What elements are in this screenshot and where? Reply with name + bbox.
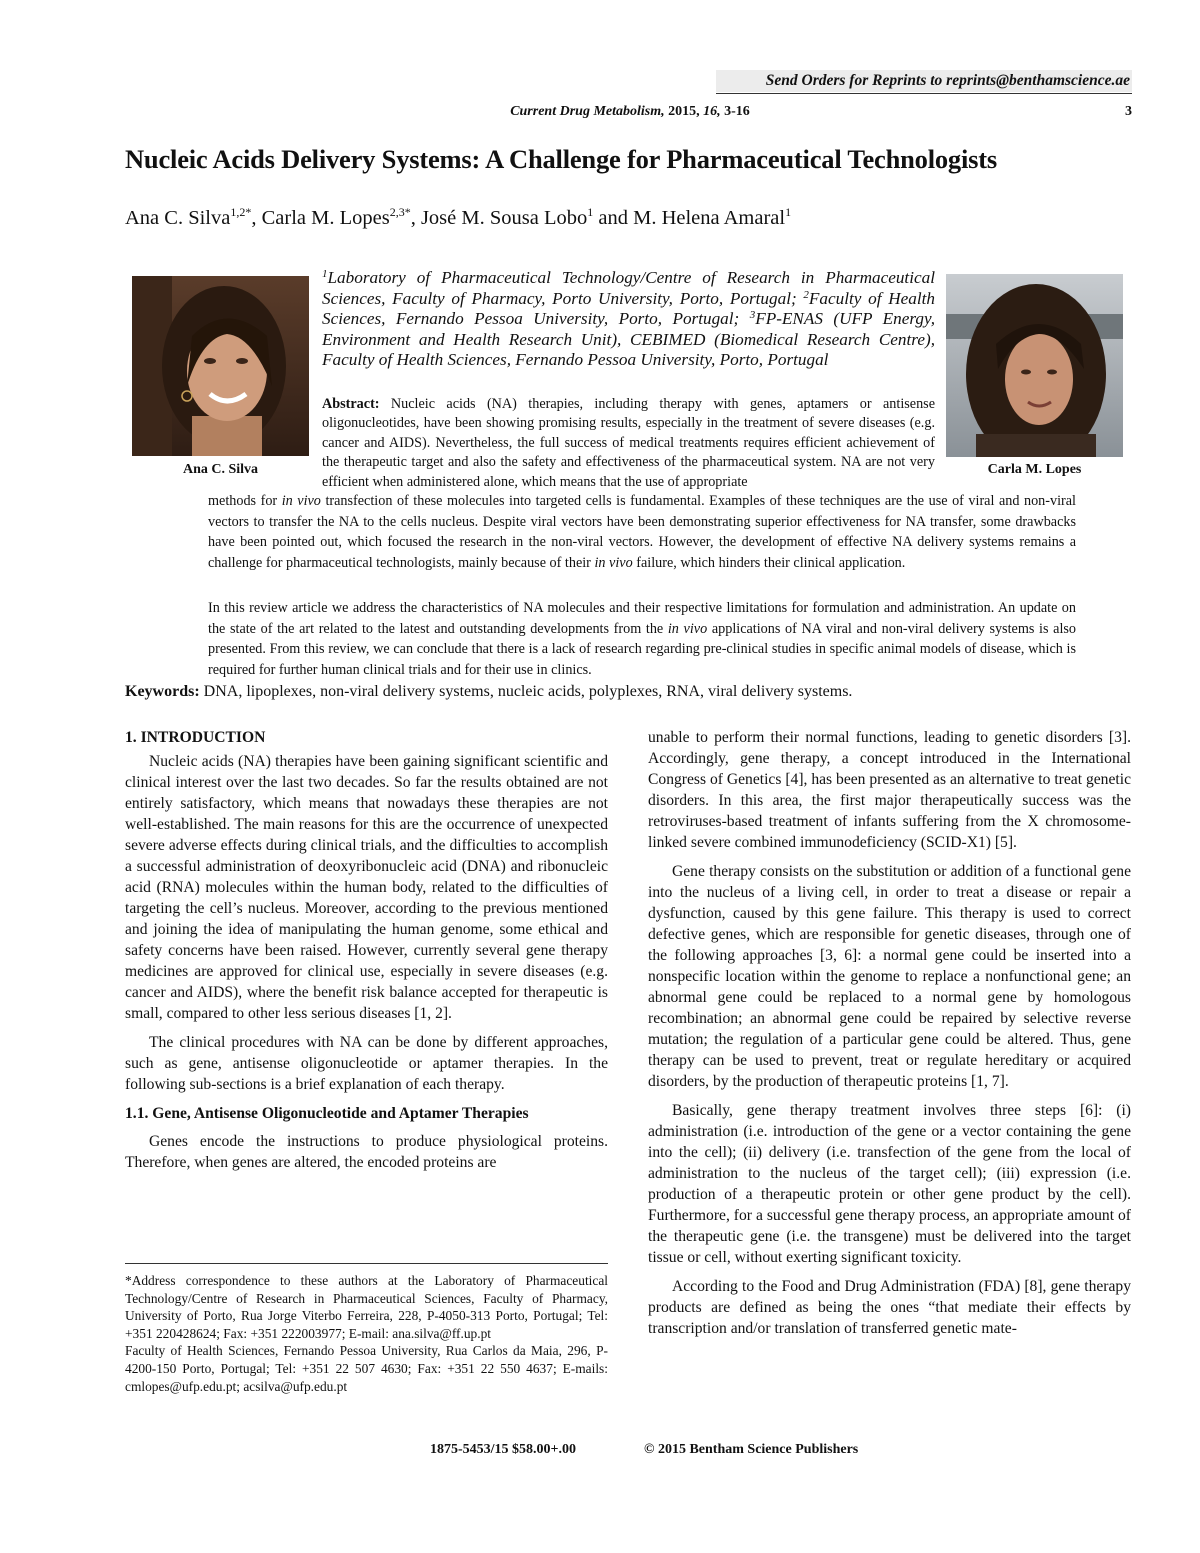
body-paragraph: Genes encode the instructions to produce physiological proteins. Therefore, when genes are altered, the encoded proteins are	[125, 1133, 608, 1171]
body-column-right	[648, 727, 1131, 1347]
keywords-text: DNA, lipoplexes, non-viral delivery systems, nucleic acids, polyplexes, RNA, viral delivery systems.	[199, 683, 853, 700]
author-name: Ana C. Silva	[125, 207, 231, 229]
correspondence-footnote	[125, 1272, 608, 1395]
footnote-rule	[125, 1263, 608, 1264]
abstract-part1	[322, 395, 935, 492]
abstract-text: failure, which hinders their clinical application.	[632, 554, 906, 571]
keywords	[125, 683, 1135, 701]
affiliation-text: Laboratory of Pharmaceutical Technology/Centre of Research in Pharmaceutical Sciences, Faculty of Pharmacy, Porto University, Porto, Portugal;	[322, 268, 935, 308]
author-affil-sup: 1	[587, 205, 594, 219]
copyright: © 2015 Bentham Science Publishers	[644, 1442, 859, 1457]
author-sep: ,	[410, 207, 421, 229]
author-affil-sup: 1	[785, 205, 792, 219]
affil-sup: 1	[322, 268, 328, 280]
journal-pages: 3-16	[724, 104, 750, 119]
abstract-text: In this review article we address the characteristics of NA molecules and their respective limitations for formulation and administration. An update on the state of the art related to the latest and outstanding developments from the	[208, 600, 1076, 637]
journal-volume: 16,	[703, 104, 721, 119]
abstract-emph: in vivo	[667, 620, 708, 637]
portrait-carla-lopes	[946, 274, 1123, 457]
issn-price: 1875-5453/15 $58.00+.00	[430, 1442, 577, 1457]
subsection-heading: 1.1. Gene, Antisense Oligonucleotide and Aptamer Therapies	[125, 1105, 529, 1122]
author-sep: ,	[251, 207, 262, 229]
author-affil-sup: 2,3*	[389, 205, 411, 219]
footnote-text: Faculty of Health Sciences, Fernando Pessoa University, Rua Carlos da Maia, 296, P-4200-150 Porto, Portugal; Tel: +351 22 507 4630; Fax: +351 22 550 4637; E-mails: cmlopes@ufp.edu.pt; acsilva@ufp.edu.pt	[125, 1343, 608, 1394]
author-photo-caption-right: Carla M. Lopes	[987, 462, 1082, 477]
affiliation-text: Faculty of Health Sciences, Fernando Pessoa University, Porto, Portugal;	[322, 288, 935, 329]
section-heading: 1. INTRODUCTION	[125, 729, 266, 746]
body-paragraph: unable to perform their normal functions, leading to genetic disorders [3]. Accordingly, gene therapy, a concept introduced in the International Congress of Genetics [4], has been presented as an alternative to treat genetic disorders. In this area, the first major therapeutically success was the retroviruses-based treatment of infants suffering from the X chromosome-linked severe combined immunodeficiency (SCID-X1) [5].	[648, 729, 1131, 851]
body-column-left	[125, 727, 608, 1181]
affiliation-text: FP-ENAS (UFP Energy, Environment and Health Research Unit), CEBIMED (Biomedical Research Centre), Faculty of Health Sciences, Fernando Pessoa University, Porto, Portugal	[322, 309, 935, 370]
abstract-label: Abstract:	[322, 396, 380, 412]
author-list	[125, 207, 1135, 230]
author-name: José M. Sousa Lobo	[420, 207, 588, 229]
abstract-text: transfection of these molecules into targeted cells is fundamental. Examples of these techniques are the use of viral and non-viral vectors to transfer the NA to the cells nucleus. Despite viral vectors have been demonstrating superior effectiveness for NA transfer, some drawbacks have been pointed out, which focused the research in the non-viral vectors. However, the development of effective NA delivery systems remains a challenge for pharmaceutical technologists, mainly because of their	[208, 493, 1076, 571]
author-photo-caption-left: Ana C. Silva	[182, 462, 259, 477]
author-photo-right	[946, 274, 1123, 457]
page-number: 3	[1125, 104, 1132, 119]
reprints-notice: Send Orders for Reprints to reprints@benthamscience.ae	[716, 70, 1132, 92]
author-affil-sup: 1,2*	[230, 205, 252, 219]
paper-title: Nucleic Acids Delivery Systems: A Challenge for Pharmaceutical Technologists	[125, 144, 997, 174]
author-name: M. Helena Amaral	[633, 207, 786, 229]
affiliations	[322, 268, 935, 371]
abstract-paragraph-2	[208, 598, 1076, 680]
abstract-emph: in vivo	[594, 554, 633, 571]
author-sep: and	[593, 207, 634, 229]
body-paragraph: According to the Food and Drug Administration (FDA) [8], gene therapy products are defined as being the ones “that mediate their effects by transcription and/or translation of transferred genetic mate-	[648, 1278, 1131, 1337]
journal-name: Current Drug Metabolism,	[510, 104, 665, 119]
abstract-emph: in vivo	[281, 493, 321, 509]
journal-year: 2015,	[668, 104, 700, 119]
abstract-text: Nucleic acids (NA) therapies, including therapy with genes, aptamers or antisense oligonucleotides, have been showing promising results, especially in the treatment of severe diseases (e.g. cancer and AIDS). Nevertheless, the full success of medical treatments requires efficient achievement of the therapeutic target and also the safety and effectiveness of the pharmaceutical system. NA are not very efficient when administered alone, which means that the use of appropriate	[322, 396, 935, 490]
header-rule	[716, 93, 1132, 94]
author-photo-left	[132, 276, 309, 456]
abstract-text: applications of NA viral and non-viral delivery systems is also presented. From this review, we can conclude that there is a lack of research regarding pre-clinical studies in specific animal models of disease, which is required for further human clinical trials and for their use in clinics.	[208, 620, 1076, 678]
portrait-ana-silva	[132, 276, 309, 456]
body-paragraph: Nucleic acids (NA) therapies have been gaining significant scientific and clinical interest over the last two decades. So far the results obtained are not entirely satisfactory, which means that nowadays these therapies are not well-established. The main reasons for this are the occurrence of unexpected severe adverse effects during clinical trials, and the difficulties to accomplish a successful administration of deoxyribonucleic acid (DNA) and ribonucleic acid (RNA) molecules within the human body, related to the difficulties of targeting the cell’s nucleus. Moreover, according to the previous mentioned and joining the idea of manipulating the human genome, some ethical and safety concerns have been raised. However, currently several gene therapy medicines are approved for clinical use, especially in severe diseases (e.g. cancer and AIDS), where the benefit risk balance accepted for therapeutic is small, compared to other less serious diseases [1, 2].	[125, 753, 608, 1022]
abstract-text: methods for	[208, 493, 282, 509]
body-paragraph: Basically, gene therapy treatment involves three steps [6]: (i) administration (i.e. introduction of the gene or a vector containing the gene into the cell); (ii) delivery (i.e. transfection of the gene from the local of administration to the nucleus of the target cell); (iii) expression (i.e. production of a therapeutic protein or other gene product by the cell). Furthermore, for a successful gene therapy process, an appropriate amount of the therapeutic gene (i.e. the transgene) must be delivered into the target tissue or cell, without exerting significant toxicity.	[648, 1102, 1131, 1266]
author-name: Carla M. Lopes	[261, 207, 390, 229]
footnote-text: *Address correspondence to these authors at the Laboratory of Pharmaceutical Technology/Centre of Research in Pharmaceutical Sciences, Faculty of Pharmacy, University of Porto, Rua Jorge Viterbo Ferreira, 228, P-4050-313 Porto, Portugal; Tel: +351 220428624; Fax: +351 222003977; E-mail: ana.silva@ff.up.pt	[125, 1273, 608, 1341]
keywords-label: Keywords:	[125, 683, 200, 700]
body-paragraph: The clinical procedures with NA can be done by different approaches, such as gene, antisense oligonucleotide or aptamer therapies. In the following sub-sections is a brief explanation of each therapy.	[125, 1034, 608, 1093]
affil-sup: 3	[749, 309, 756, 322]
body-paragraph: Gene therapy consists on the substitution or addition of a functional gene into the nucleus of a living cell, in order to treat a disease or repair a dysfunction, caused by this gene failure. This therapy is used to correct defective genes, which are responsible for genetic diseases, through one of the following approaches [3, 6]: a normal gene could be inserted into a nonspecific location within the genome to replace a nonfunctional gene; an abnormal gene could be replaced to a normal gene by homologous recombination; an abnormal gene could be repaired by selective reverse mutation; the regulation of a particular gene could be altered. Thus, gene therapy can be used to prevent, treat or regulate hereditary or acquired disorders, by the production of therapeutic proteins [1, 7].	[648, 863, 1131, 1090]
abstract-part2	[208, 491, 1076, 573]
affil-sup: 2	[803, 288, 809, 301]
running-head	[400, 104, 860, 120]
